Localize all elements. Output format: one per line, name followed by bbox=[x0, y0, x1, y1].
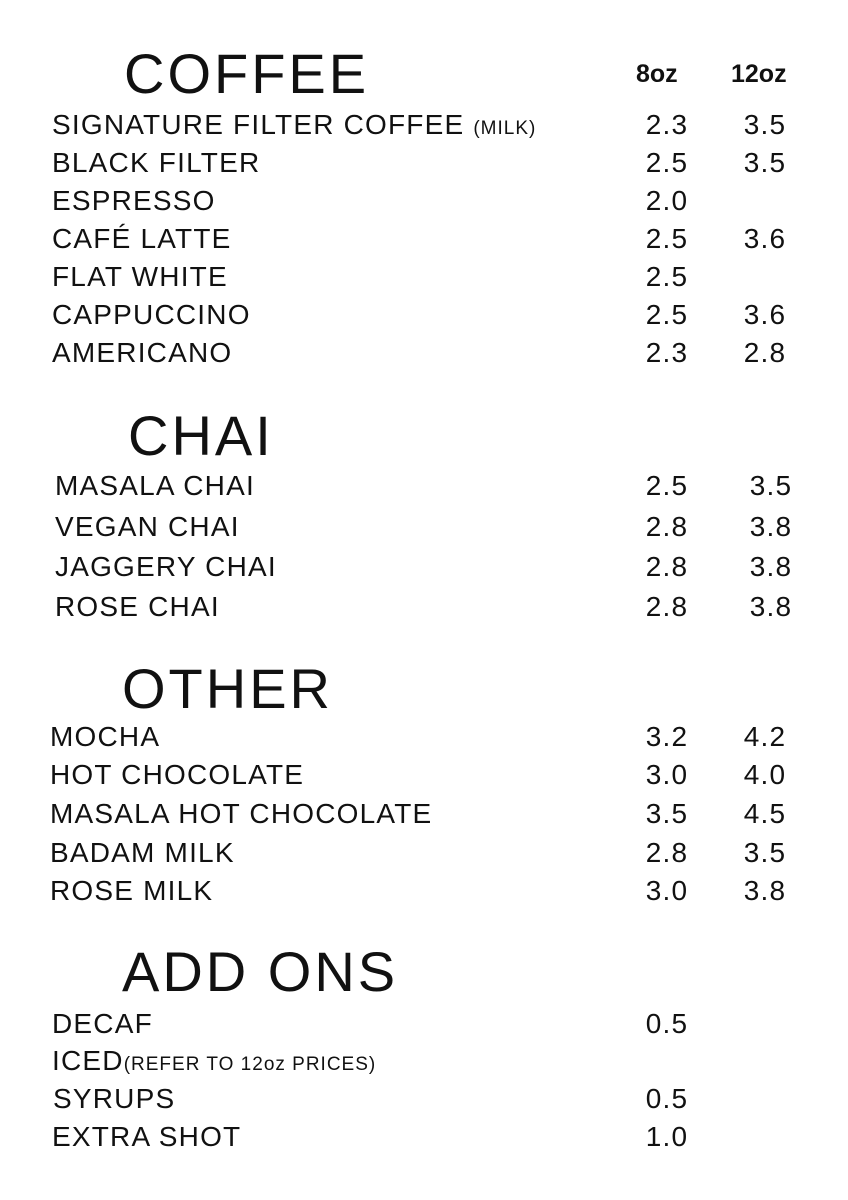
item-name: ROSE CHAI bbox=[55, 591, 220, 622]
size-header-12oz: 12oz bbox=[731, 60, 787, 88]
item-name: SIGNATURE FILTER COFFEE bbox=[52, 109, 465, 140]
price-8oz: 2.5 bbox=[645, 299, 689, 330]
price-12oz: 3.8 bbox=[749, 551, 793, 582]
coffee-heading: COFFEE bbox=[124, 42, 370, 105]
other-heading: OTHER bbox=[122, 657, 333, 720]
menu-item-syrups bbox=[0, 1082, 848, 1116]
menu-item-badam-milk bbox=[0, 836, 848, 870]
price-8oz: 2.8 bbox=[645, 837, 689, 868]
price-12oz: 4.5 bbox=[743, 798, 787, 829]
price-8oz: 1.0 bbox=[645, 1121, 689, 1152]
item-name: EXTRA SHOT bbox=[52, 1121, 242, 1152]
price-12oz: 3.5 bbox=[743, 147, 787, 178]
item-name: BADAM MILK bbox=[50, 837, 235, 868]
menu-item-cappuccino bbox=[0, 298, 848, 332]
price-12oz: 3.5 bbox=[743, 837, 787, 868]
price-12oz: 4.2 bbox=[743, 721, 787, 752]
item-name: MOCHA bbox=[50, 721, 161, 752]
item-name: AMERICANO bbox=[52, 337, 233, 368]
price-8oz: 2.5 bbox=[645, 147, 689, 178]
menu-item-rose-milk bbox=[0, 874, 848, 908]
price-12oz: 3.6 bbox=[743, 223, 787, 254]
price-8oz: 3.0 bbox=[645, 875, 689, 906]
menu-item-flat-white bbox=[0, 260, 848, 294]
chai-heading: CHAI bbox=[128, 404, 274, 467]
menu-item-masala-hot-chocolate bbox=[0, 797, 848, 831]
price-12oz: 3.6 bbox=[743, 299, 787, 330]
menu-item-americano bbox=[0, 336, 848, 370]
item-name: FLAT WHITE bbox=[52, 261, 228, 292]
item-name: VEGAN CHAI bbox=[55, 511, 240, 542]
item-name: ESPRESSO bbox=[52, 185, 216, 216]
item-name: MASALA HOT CHOCOLATE bbox=[50, 798, 433, 829]
item-name: ICED bbox=[52, 1045, 124, 1076]
item-name: BLACK FILTER bbox=[52, 147, 261, 178]
price-8oz: 0.5 bbox=[645, 1083, 689, 1114]
price-12oz: 3.5 bbox=[749, 470, 793, 501]
price-8oz: 2.8 bbox=[645, 591, 689, 622]
price-8oz: 2.5 bbox=[645, 223, 689, 254]
menu-item-extra-shot bbox=[0, 1120, 848, 1154]
item-note: (MILK) bbox=[473, 118, 537, 139]
item-name: HOT CHOCOLATE bbox=[50, 759, 305, 790]
price-12oz: 4.0 bbox=[743, 759, 787, 790]
item-name: CAPPUCCINO bbox=[52, 299, 251, 330]
price-8oz: 2.3 bbox=[645, 337, 689, 368]
menu-item-black-filter bbox=[0, 146, 848, 180]
menu-item-mocha bbox=[0, 720, 848, 754]
size-header-8oz: 8oz bbox=[636, 60, 678, 88]
price-8oz: 3.2 bbox=[645, 721, 689, 752]
item-name: SYRUPS bbox=[53, 1083, 176, 1114]
menu-item-signature-filter-coffee bbox=[0, 108, 848, 142]
price-8oz: 2.8 bbox=[645, 511, 689, 542]
item-name: ROSE MILK bbox=[50, 875, 214, 906]
price-12oz: 3.8 bbox=[743, 875, 787, 906]
price-8oz: 2.5 bbox=[645, 470, 689, 501]
price-8oz: 2.3 bbox=[645, 109, 689, 140]
addons-heading: ADD ONS bbox=[122, 940, 399, 1003]
price-8oz: 0.5 bbox=[645, 1008, 689, 1039]
price-12oz: 3.5 bbox=[743, 109, 787, 140]
item-name: DECAF bbox=[52, 1008, 153, 1039]
item-name: JAGGERY CHAI bbox=[55, 551, 277, 582]
menu-item-hot-chocolate bbox=[0, 758, 848, 792]
item-name: CAFÉ LATTE bbox=[52, 223, 232, 254]
item-note: (REFER TO 12oz PRICES) bbox=[123, 1054, 377, 1075]
price-8oz: 3.0 bbox=[645, 759, 689, 790]
menu-item-vegan-chai bbox=[0, 510, 848, 544]
price-8oz: 2.0 bbox=[645, 185, 689, 216]
price-12oz: 3.8 bbox=[749, 591, 793, 622]
item-name: MASALA CHAI bbox=[55, 470, 255, 501]
menu-item-decaf bbox=[0, 1007, 848, 1041]
price-8oz: 2.5 bbox=[645, 261, 689, 292]
menu-item-iced bbox=[0, 1044, 848, 1078]
menu-item-cafe-latte bbox=[0, 222, 848, 256]
price-8oz: 3.5 bbox=[645, 798, 689, 829]
price-8oz: 2.8 bbox=[645, 551, 689, 582]
menu-item-espresso bbox=[0, 184, 848, 218]
menu-item-rose-chai bbox=[0, 590, 848, 624]
price-12oz: 3.8 bbox=[749, 511, 793, 542]
menu-item-masala-chai bbox=[0, 469, 848, 503]
price-12oz: 2.8 bbox=[743, 337, 787, 368]
menu-item-jaggery-chai bbox=[0, 550, 848, 584]
